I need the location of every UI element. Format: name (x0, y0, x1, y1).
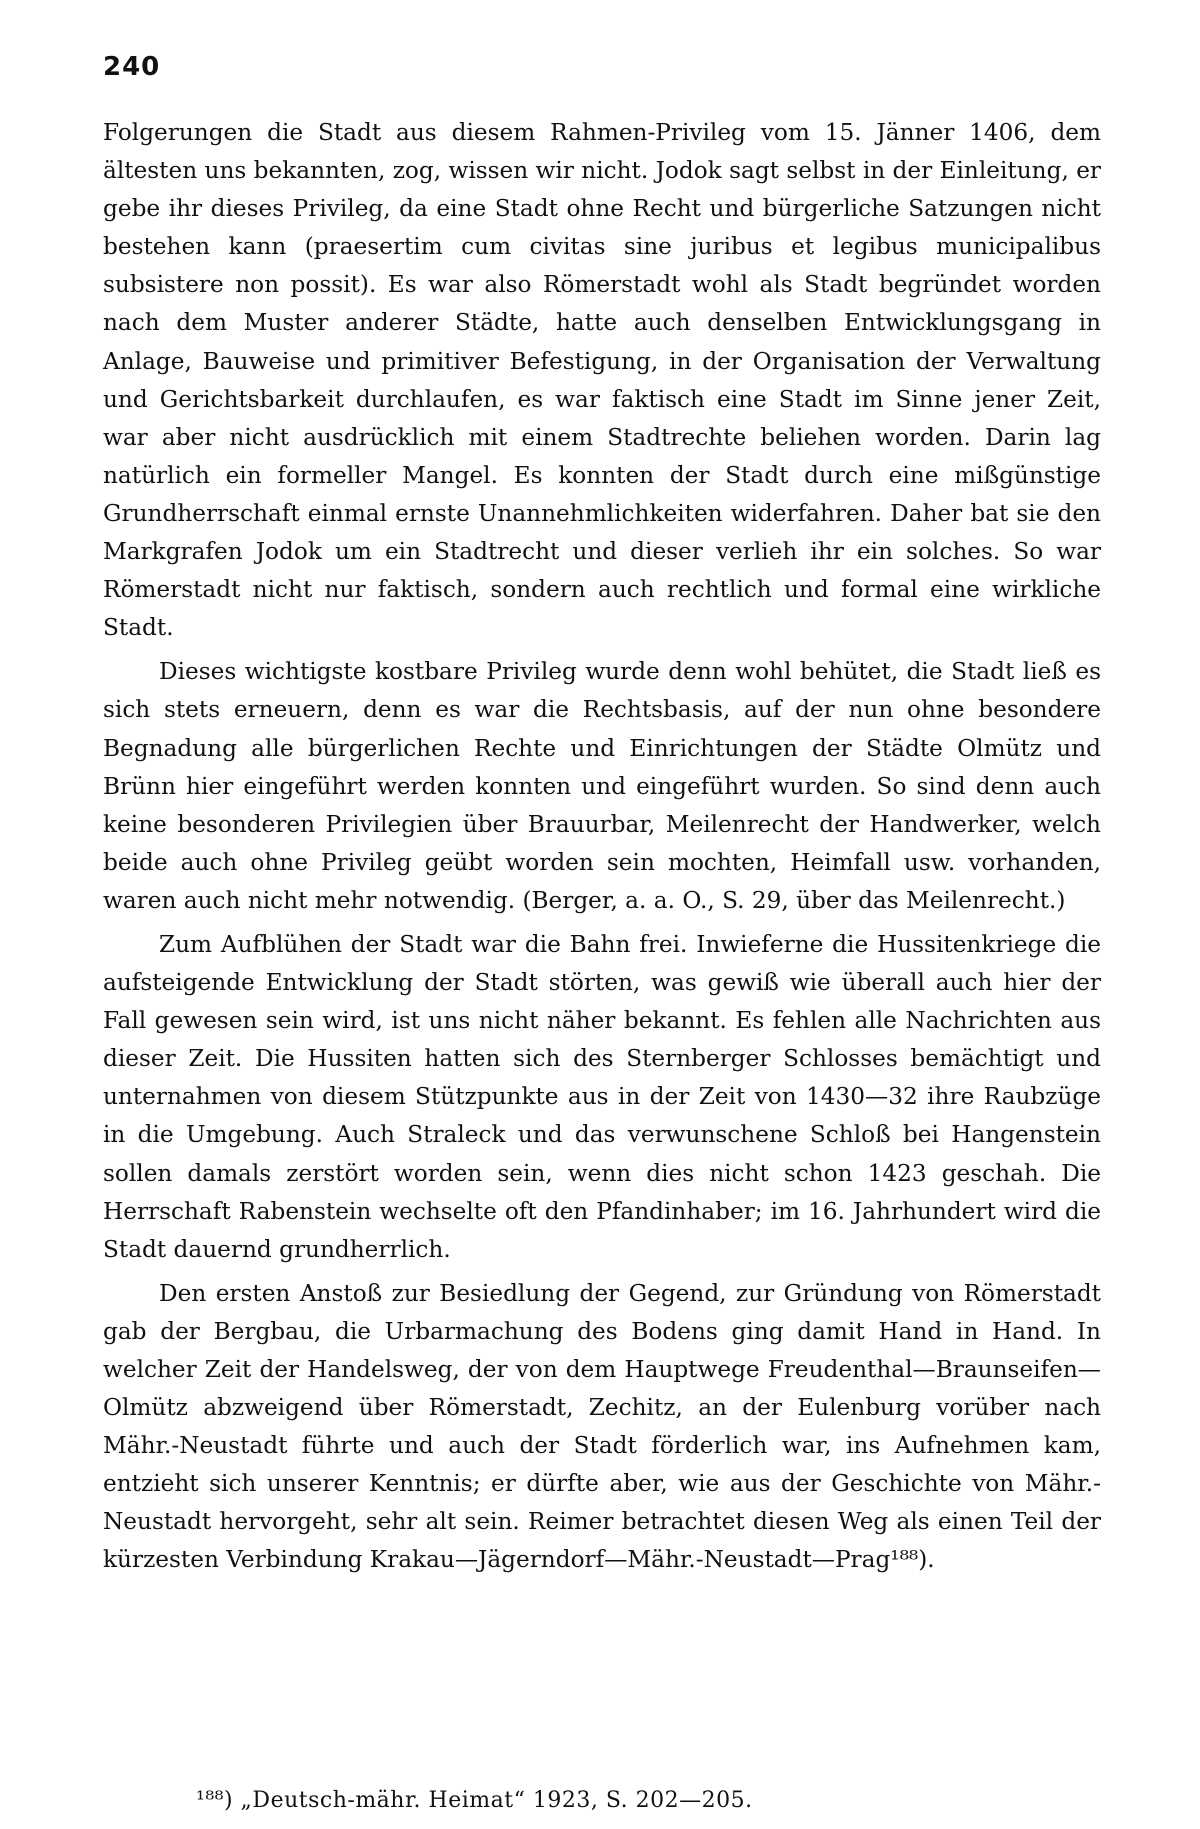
paragraph-2: Dieses wichtigste kostbare Privileg wurde denn wohl behütet, die Stadt ließ es sich stets erneuern, denn es war die Rechtsbasis, auf der nun ohne besondere Begnadung alle bürgerlichen Rechte und Einrichtungen der Städte Olmütz und Brünn hier eingeführt werden konnten und eingeführt wurden. So sind denn auch keine besonderen Privilegien über Brauurbar, Meilenrecht der Handwerker, welch beide auch ohne Privileg geübt worden sein mochten, Heimfall usw. vorhanden, waren auch nicht mehr notwendig. (Berger, a. a. O., S. 29, über das Meilenrecht.) (103, 658, 1101, 914)
paragraph-1: Folgerungen die Stadt aus diesem Rahmen-Privileg vom 15. Jänner 1406, dem ältesten uns bekannten, zog, wissen wir nicht. Jodok sagt selbst in der Einleitung, er gebe ihr dieses Privileg, da eine Stadt ohne Recht und bürgerliche Satzungen nicht bestehen kann (praesertim cum civitas sine juribus et legibus municipalibus subsistere non possit). Es war also Römerstadt wohl als Stadt begründet worden nach dem Muster anderer Städte, hatte auch denselben Entwicklungsgang in Anlage, Bauweise und primitiver Befestigung, in der Organisation der Verwaltung und Gerichtsbarkeit durchlaufen, es war faktisch eine Stadt im Sinne jener Zeit, war aber nicht ausdrücklich mit einem Stadtrechte beliehen worden. Darin lag natürlich ein formeller Mangel. Es konnten der Stadt durch eine mißgünstige Grundherrschaft einmal ernste Unannehmlichkeiten widerfahren. Daher bat sie den Markgrafen Jodok um ein Stadtrecht und dieser verlieh ihr ein solches. So war Römerstadt nicht nur faktisch, sondern auch rechtlich und formal eine wirkliche Stadt. (103, 119, 1101, 642)
paragraph-4: Den ersten Anstoß zur Besiedlung der Gegend, zur Gründung von Römerstadt gab der Bergbau, die Urbarmachung des Bodens ging damit Hand in Hand. In welcher Zeit der Handelsweg, der von dem Hauptwege Freudenthal—Braunseifen—Olmütz abzweigend über Römerstadt, Zechitz, an der Eulenburg vorüber nach Mähr.-Neustadt führte und auch der Stadt förderlich war, ins Aufnehmen kam, entzieht sich unserer Kenntnis; er dürfte aber, wie aus der Geschichte von Mähr.-Neustadt hervorgeht, sehr alt sein. Reimer betrachtet diesen Weg als einen Teil der kürzesten Verbindung Krakau—Jägerndorf—Mähr.-Neustadt—Prag¹⁸⁸). (103, 1279, 1101, 1574)
page-number: 240 (103, 52, 161, 82)
body-text (103, 114, 1101, 1586)
paragraph-3: Zum Aufblühen der Stadt war die Bahn frei. Inwieferne die Hussitenkriege die aufsteigende Entwicklung der Stadt störten, was gewiß wie überall auch hier der Fall gewesen sein wird, ist uns nicht näher bekannt. Es fehlen alle Nachrichten aus dieser Zeit. Die Hussiten hatten sich des Sternberger Schlosses bemächtigt und unternahmen von diesem Stützpunkte aus in der Zeit von 1430—32 ihre Raubzüge in die Umgebung. Auch Straleck und das verwunschene Schloß bei Hangenstein sollen damals zerstört worden sein, wenn dies nicht schon 1423 geschah. Die Herrschaft Rabenstein wechselte oft den Pfandinhaber; im 16. Jahrhundert wird die Stadt dauernd grundherrlich. (103, 930, 1101, 1263)
footnote: ¹⁸⁸) „Deutsch-mähr. Heimat“ 1923, S. 202—205. (196, 1788, 753, 1813)
